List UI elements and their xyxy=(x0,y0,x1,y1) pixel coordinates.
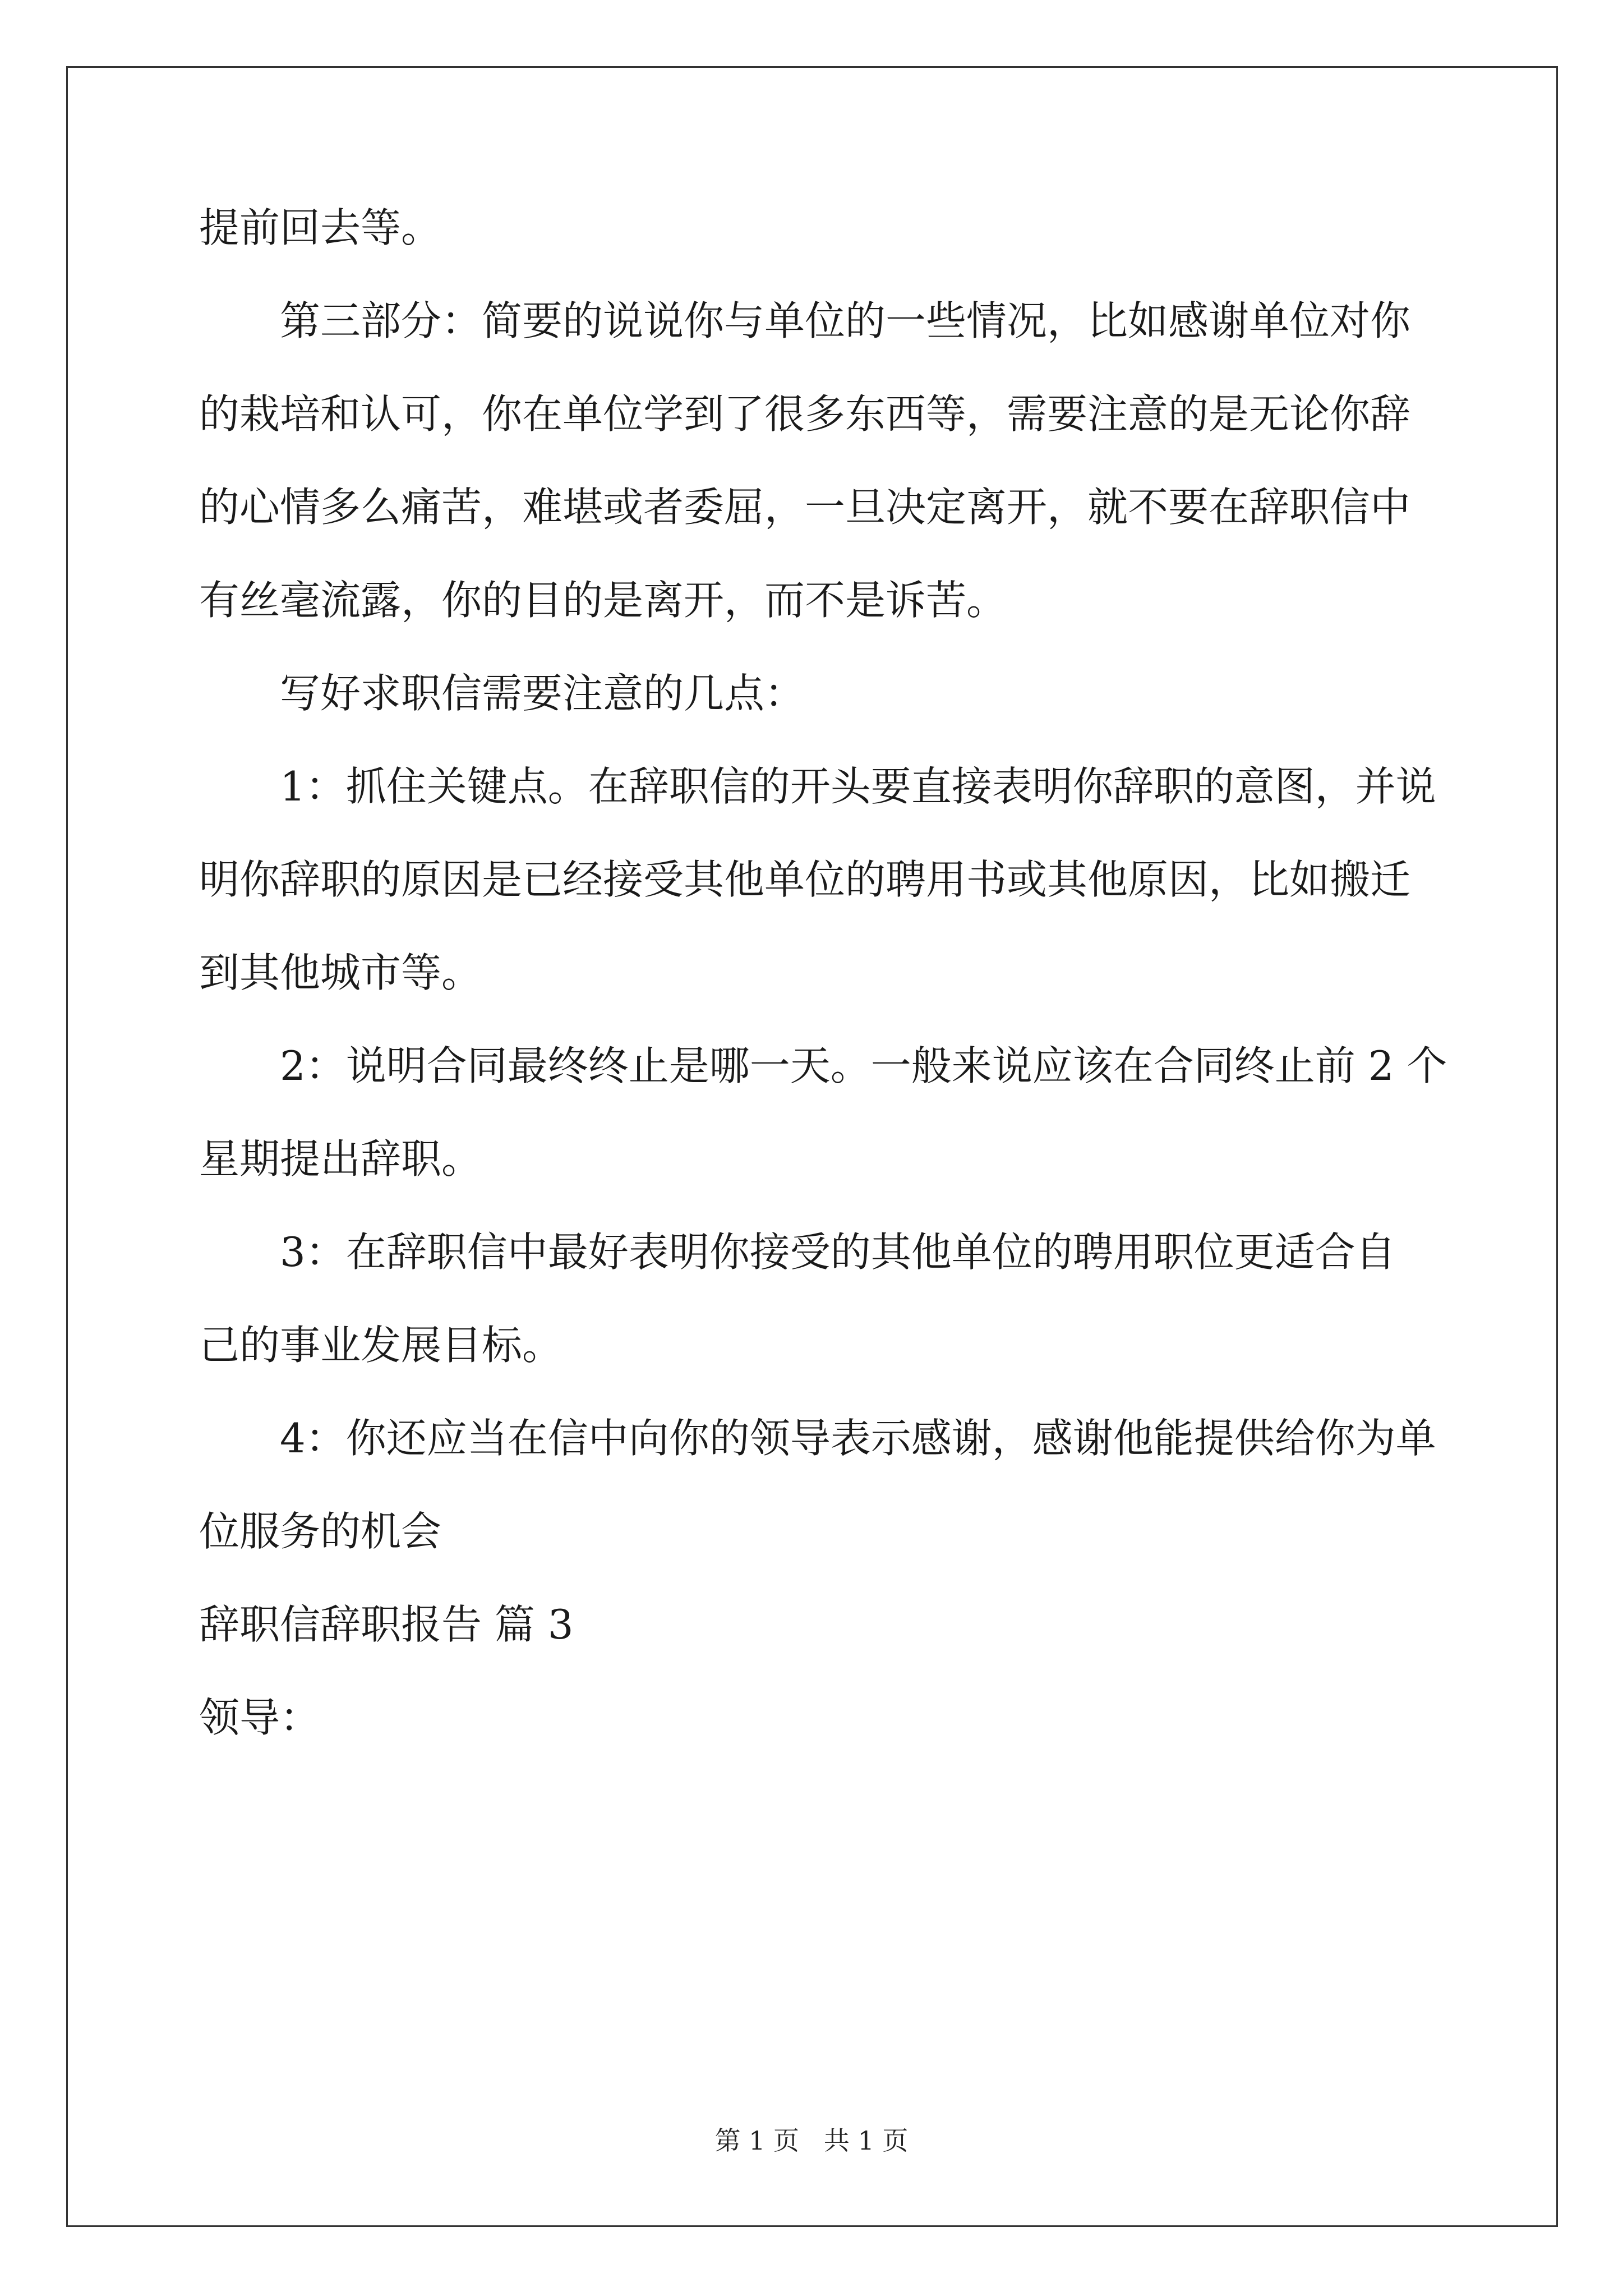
text-line: 己的事业发展目标。 xyxy=(199,1322,563,1369)
text-line: 星期提出辞职。 xyxy=(199,1135,482,1182)
text-line: 明你辞职的原因是已经接受其他单位的聘用书或其他原因，比如搬迁 xyxy=(199,856,1411,903)
text-line: 2：说明合同最终终止是哪一天。一般来说应该在合同终止前 2 个 xyxy=(280,1042,1447,1089)
section-heading: 辞职信辞职报告 篇 3 xyxy=(199,1601,574,1648)
text-line: 位服务的机会 xyxy=(199,1508,442,1555)
text-line: 提前回去等。 xyxy=(199,204,442,251)
text-line: 写好求职信需要注意的几点： xyxy=(280,670,805,717)
text-line: 4：你还应当在信中向你的领导表示感谢，感谢他能提供给你为单 xyxy=(280,1415,1436,1462)
salutation: 领导： xyxy=(199,1694,321,1741)
text-line: 的栽培和认可，你在单位学到了很多东西等，需要注意的是无论你辞 xyxy=(199,390,1411,438)
text-line: 1：抓住关键点。在辞职信的开头要直接表明你辞职的意图，并说 xyxy=(280,763,1436,810)
text-line: 有丝毫流露，你的目的是离开，而不是诉苦。 xyxy=(199,577,1007,624)
page-footer: 第 1 页 共 1 页 xyxy=(714,2125,909,2156)
text-line: 的心情多么痛苦，难堪或者委屈，一旦决定离开，就不要在辞职信中 xyxy=(199,484,1411,531)
text-line: 第三部分：简要的说说你与单位的一些情况，比如感谢单位对你 xyxy=(280,297,1411,344)
text-line: 到其他城市等。 xyxy=(199,949,482,996)
text-line: 3：在辞职信中最好表明你接受的其他单位的聘用职位更适合自 xyxy=(280,1228,1396,1276)
